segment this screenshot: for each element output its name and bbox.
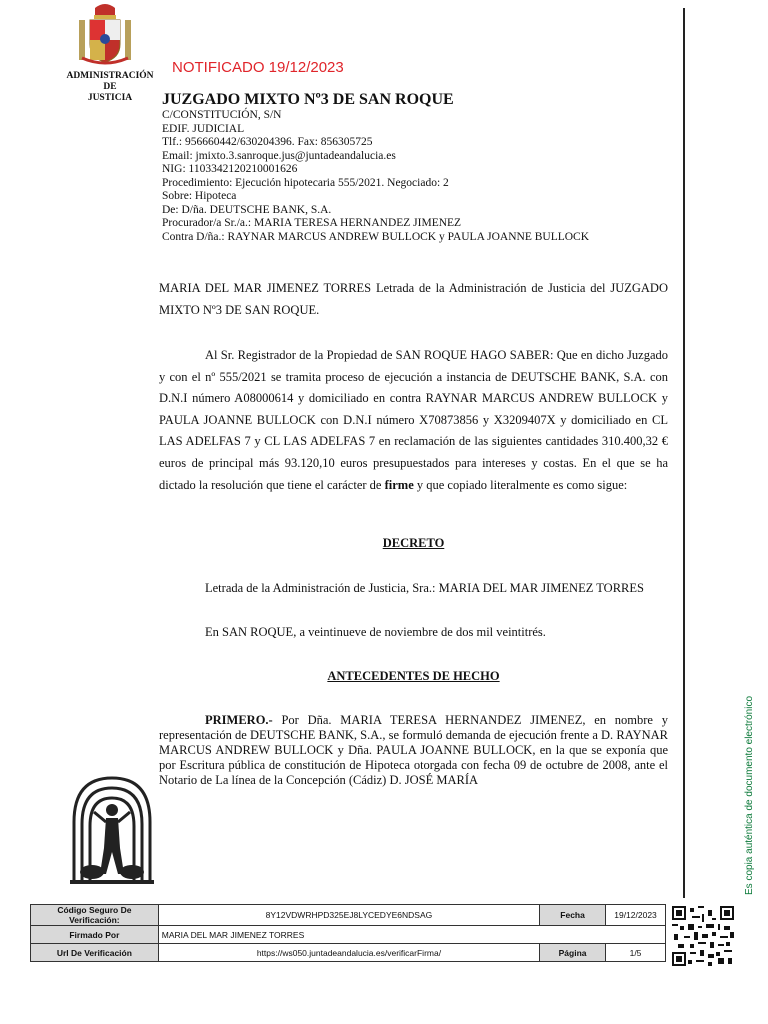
decreto-clerk-line: Letrada de la Administración de Justicia, Sra.: MARIA DEL MAR JIMENEZ TORRES — [205, 581, 644, 595]
header-line: NIG: 1103342120210001626 — [162, 163, 298, 175]
date-label: Fecha — [540, 905, 606, 926]
page-label: Página — [540, 944, 606, 962]
url-value[interactable]: https://ws050.juntadeandalucia.es/verificarFirma/ — [158, 944, 539, 962]
antecedentes-title: ANTECEDENTES DE HECHO — [327, 669, 500, 683]
junta-andalucia-logo — [66, 770, 158, 888]
header-line: Tlf.: 956660442/630204396. Fax: 856305725 — [162, 136, 373, 148]
header-line: C/CONSTITUCIÓN, S/N — [162, 109, 282, 121]
registrar-paragraph: Al Sr. Registrador de la Propiedad de SAN ROQUE HAGO SABER: Que en dicho Juzgado y con el nº 555/2021 se tramita proceso de ejecución a instancia de DEUTSCHE BANK, S.A. con D.N.I número A08000614 y domiciliado en contra RAYNAR MARCUS ANDREW BULLOCK y PAULA JOANNE BULLOCK con D.N.I número X70873856 y X3209407X y domiciliado en CL LAS ADELFAS 7 y CL LAS ADELFAS 7 en reclamación de las siguientes cantidades 310.400,32 € euros de principal más 93.120,10 euros presupuestados para intereses y costas. En el que se ha dictado la resolución que tiene el carácter de firme y que copiado literalmente es como sigue: — [159, 348, 668, 492]
header-line: EDIF. JUDICIAL — [162, 122, 245, 135]
case-header — [162, 109, 589, 244]
header-line: De: D/ña. DEUTSCHE BANK, S.A. — [162, 203, 332, 216]
qr-code — [672, 906, 734, 966]
decreto-date-line: En SAN ROQUE, a veintinueve de noviembre de dos mil veintitrés. — [205, 625, 546, 639]
signed-value: MARIA DEL MAR JIMENEZ TORRES — [158, 926, 665, 944]
authentic-copy-note: Es copia auténtica de documento electrónico — [744, 695, 755, 895]
table-row — [31, 905, 666, 926]
header-line: Procurador/a Sr./a.: MARIA TERESA HERNANDEZ JIMENEZ — [162, 217, 462, 229]
table-row — [31, 944, 666, 962]
header-line: Email: jmixto.3.sanroque.jus@juntadeandalucia.es — [162, 149, 396, 162]
right-margin-rule — [683, 8, 685, 898]
header-line: Sobre: Hipoteca — [162, 190, 237, 202]
page-value: 1/5 — [606, 944, 666, 962]
coat-of-arms-icon — [76, 2, 134, 70]
signed-label: Firmado Por — [31, 926, 159, 944]
header-line: Procedimiento: Ejecución hipotecaria 555/2021. Negociado: 2 — [162, 176, 449, 189]
code-label: Código Seguro De Verificación: — [31, 905, 159, 926]
date-value: 19/12/2023 — [606, 905, 666, 926]
url-label: Url De Verificación — [31, 944, 159, 962]
clerk-paragraph: MARIA DEL MAR JIMENEZ TORRES Letrada de la Administración de Justicia del JUZGADO MIXTO Nº3 DE SAN ROQUE. — [159, 281, 668, 317]
decreto-title: DECRETO — [382, 536, 445, 550]
notification-stamp: NOTIFICADO 19/12/2023 — [172, 59, 344, 76]
administracion-justicia-label: ADMINISTRACIÓN DE JUSTICIA — [66, 71, 154, 103]
court-name: JUZGADO MIXTO Nº3 DE SAN ROQUE — [162, 91, 454, 108]
code-value: 8Y12VDWRHPD325EJ8LYCEDYE6NDSAG — [158, 905, 539, 926]
header-line: Contra D/ña.: RAYNAR MARCUS ANDREW BULLOCK y PAULA JOANNE BULLOCK — [162, 230, 590, 243]
table-row — [31, 926, 666, 944]
verification-table — [30, 904, 666, 962]
primero-paragraph: PRIMERO.- Por Dña. MARIA TERESA HERNANDEZ JIMENEZ, en nombre y representación de DEUTSCHE BANK, S.A., se formuló demanda de ejecución frente a D. RAYNAR MARCUS ANDREW BULLOCK y Dña. PAULA JOANNE BULLOCK, en la que se exponía que por Escritura pública de constitución de Hipoteca otorgada con fecha 09 de octubre de 2008, ante el Notario de La línea de la Concepción (Cádiz) D. JOSÉ MARÍA — [159, 713, 668, 787]
